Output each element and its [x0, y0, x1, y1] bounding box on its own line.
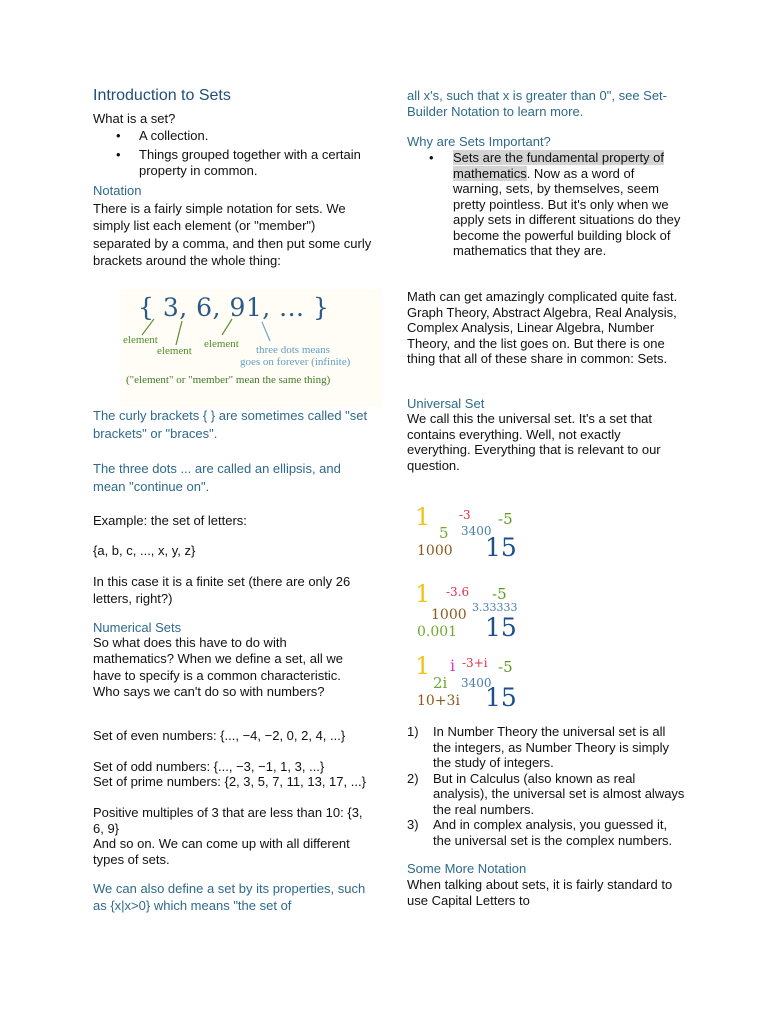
same-meaning-note: ("element" or "member" mean the same thing): [126, 374, 331, 386]
prime-set: Set of prime numbers: {2, 3, 5, 7, 11, 13, 17, ...}: [93, 774, 366, 789]
list-item: • Things grouped together with a certain property in common.: [93, 147, 375, 179]
ellipsis-note: The three dots ... are called an ellipsis, and mean "continue on".: [93, 461, 341, 494]
why-list: [407, 150, 687, 259]
universal-set-examples: [407, 724, 687, 848]
multiples-set: Positive multiples of 3 that are less than 10: {3, 6, 9}: [93, 805, 363, 836]
why-heading: Why are Sets Important?: [407, 134, 551, 149]
element-label: element: [123, 334, 158, 346]
numerical-heading: Numerical Sets: [93, 620, 182, 635]
list-item: 2) But in Calculus (also known as real analysis), the universal set is almost always the real numbers.: [407, 770, 685, 817]
universal-paragraph: We call this the universal set. It's a set that contains everything. Well, not exactly everything. Everything that is relevant to our question.: [407, 411, 661, 473]
list-item: [407, 150, 687, 259]
list-item: 1) In Number Theory the universal set is all the integers, as Number Theory is simply the study of integers.: [407, 724, 670, 770]
more-notation-paragraph: When talking about sets, it is fairly standard to use Capital Letters to: [407, 877, 673, 908]
element-label: element: [157, 345, 192, 357]
finite-note: In this case it is a finite set (there are only 26 letters, right?): [93, 574, 351, 606]
notation-heading: Notation: [93, 183, 142, 198]
set-notation-figure: [120, 289, 382, 407]
question-text: What is a set?: [93, 111, 176, 126]
numerical-paragraph: So what does this have to do with mathematics? When we define a set, all we have to specify is a common characteristic. Who says we can't do so with numbers?: [93, 635, 344, 700]
page-title: Introduction to Sets: [93, 87, 231, 104]
property-note: We can also define a set by its properties, such as {x|x>0} which means "the set of: [93, 881, 366, 913]
highlighted-text: Sets are the fundamental property of mathematics: [453, 150, 665, 181]
definition-list: [93, 128, 375, 179]
universal-heading: Universal Set: [407, 396, 485, 411]
set-expression: { 3, 6, 91, ... }: [138, 293, 330, 322]
even-set: Set of even numbers: {..., −4, −2, 0, 2, 4, ...}: [93, 728, 346, 743]
notation-paragraph: There is a fairly simple notation for sets. We simply list each element (or "member") separated by a comma, and then put some curly brackets around the whole thing:: [93, 201, 372, 269]
example-intro: Example: the set of letters:: [93, 513, 247, 528]
curly-brackets-note: The curly brackets { } are sometimes called "set brackets" or "braces".: [93, 408, 368, 441]
list-item: • A collection.: [93, 128, 375, 144]
more-notation-heading: Some More Notation: [407, 861, 527, 876]
element-label: element: [204, 338, 239, 350]
list-item: 3) And in complex analysis, you guessed it, the universal set is the complex numbers.: [407, 817, 673, 848]
and-so-on-text: And so on. We can come up with all different types of sets.: [93, 836, 350, 867]
example-set: {a, b, c, ..., x, y, z}: [93, 543, 196, 558]
dots-note-line1: three dots means: [256, 344, 330, 356]
dots-note-line2: goes on forever (infinite): [240, 356, 351, 368]
odd-set: Set of odd numbers: {..., −3, −1, 1, 3, ...}: [93, 759, 325, 774]
continued-text: all x's, such that x is greater than 0", see Set-Builder Notation to learn more.: [407, 88, 667, 119]
complicated-paragraph: Math can get amazingly complicated quite fast. Graph Theory, Abstract Algebra, Real Analysis, Complex Analysis, Linear Algebra, Number Theory, and the list goes on. But there is one thing that all of these share in common: Sets.: [407, 289, 678, 366]
why-text: . Now as a word of warning, sets, by themselves, seem pretty pointless. But it's only when we apply sets in different situations do they become the powerful building block of mathematics that they are.: [453, 165, 681, 258]
